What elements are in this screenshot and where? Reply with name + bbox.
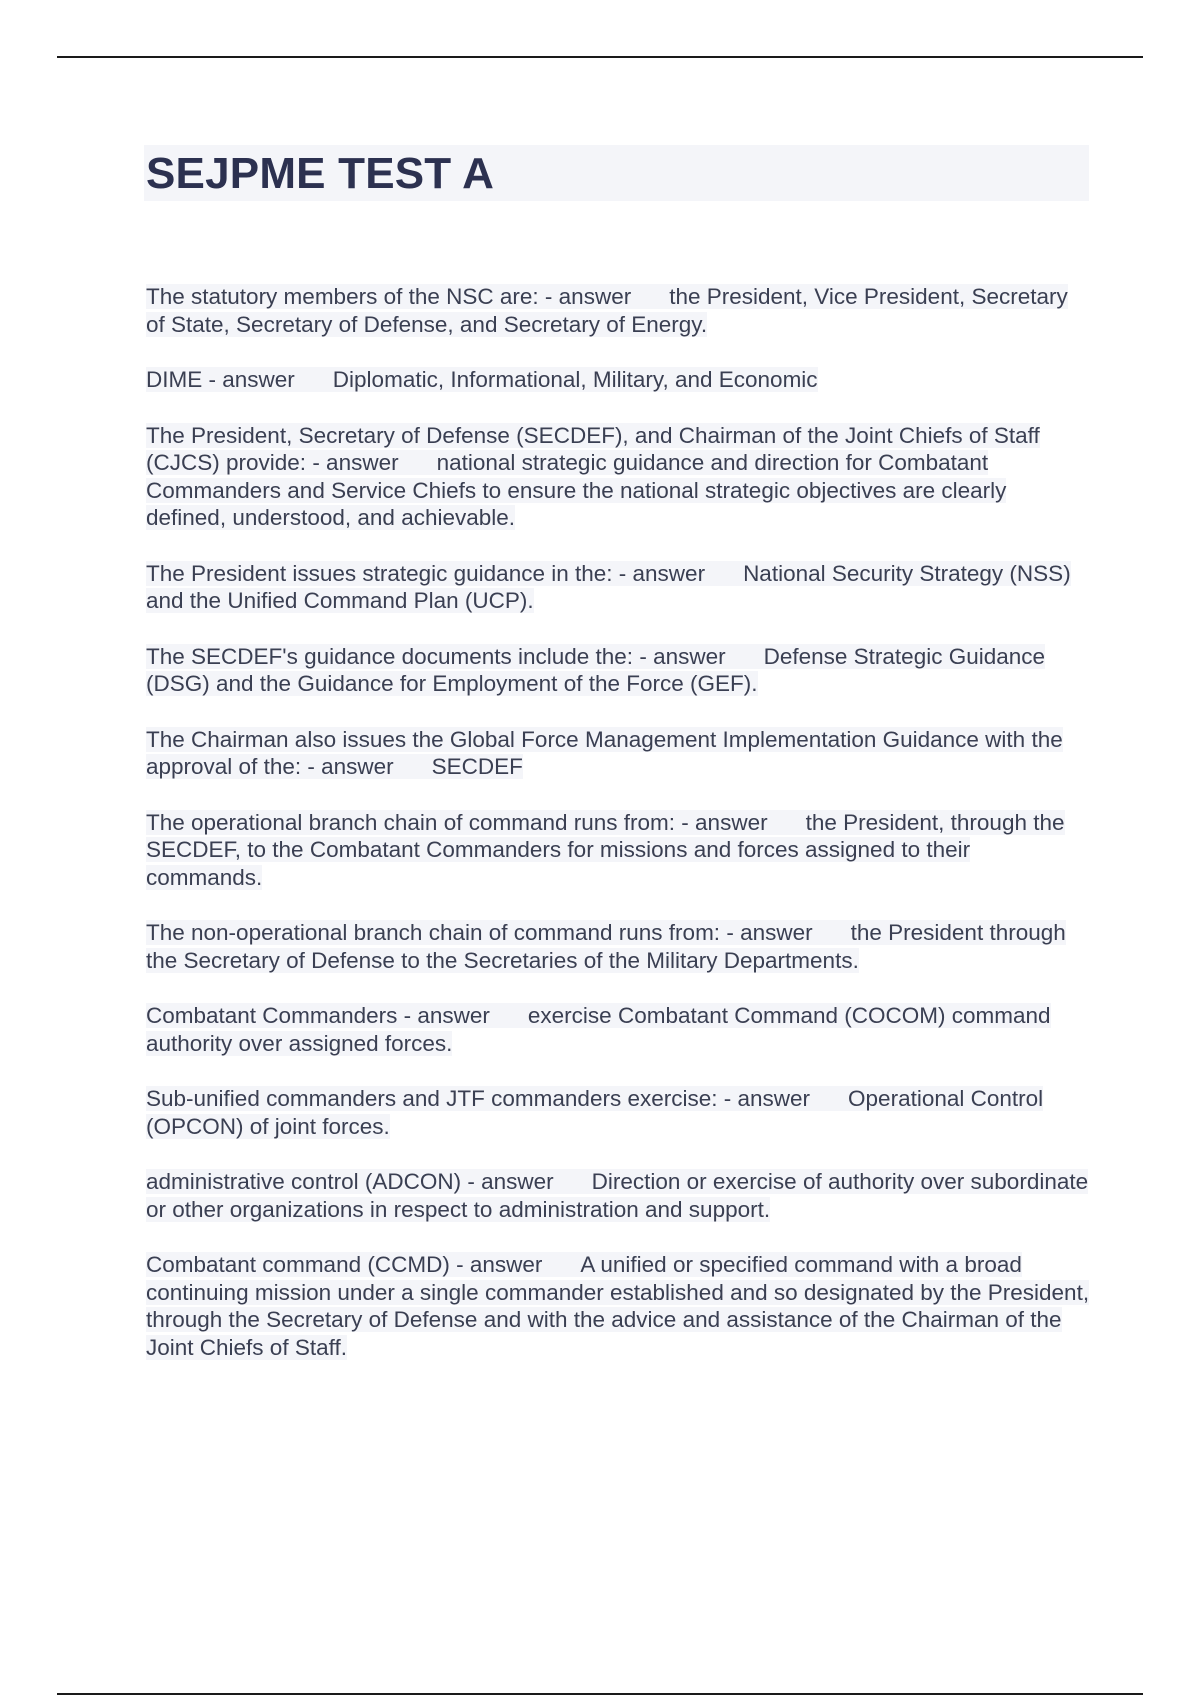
- question-text: Sub-unified commanders and JTF commanders exercise:: [146, 1086, 718, 1111]
- qa-item: [146, 283, 1091, 338]
- qa-item: [146, 1168, 1091, 1223]
- question-text: The operational branch chain of command runs from:: [146, 809, 676, 835]
- answer-text: Operational Control (OPCON) of joint forces.: [146, 1086, 1044, 1139]
- qa-item: [146, 560, 1091, 615]
- qa-text: [146, 1169, 1088, 1222]
- answer-separator: - answer: [456, 1252, 543, 1277]
- answer-separator: - answer: [208, 367, 295, 392]
- question-text: The President issues strategic guidance in the:: [146, 560, 613, 586]
- question-text: Combatant Commanders: [146, 1003, 398, 1028]
- answer-separator: - answer: [467, 1169, 554, 1194]
- question-text: The statutory members of the NSC are:: [146, 284, 539, 309]
- answer-text: Diplomatic, Informational, Military, and Economic: [332, 367, 818, 392]
- qa-item: [146, 726, 1091, 781]
- answer-separator: - answer: [723, 1086, 811, 1111]
- question-text: DIME: [146, 367, 203, 392]
- answer-separator: - answer: [639, 643, 726, 669]
- page-title: SEJPME TEST A: [146, 149, 495, 198]
- qa-item: [146, 1251, 1091, 1361]
- qa-item: [146, 1085, 1091, 1140]
- qa-item: [146, 919, 1091, 974]
- qa-item: [146, 422, 1091, 532]
- question-text: The President, Secretary of Defense (SECDEF), and Chairman of the Joint Chiefs of Staff (CJCS) provide:: [146, 422, 1040, 475]
- answer-separator: - answer: [312, 450, 399, 475]
- qa-text: [146, 727, 1063, 780]
- bottom-rule: [57, 1693, 1143, 1695]
- question-text: The SECDEF's guidance documents include the:: [146, 643, 634, 669]
- qa-item: [146, 366, 1091, 394]
- qa-text: [146, 284, 1068, 337]
- answer-text: A unified or specified command with a broad continuing mission under a single commander established and so designated by the President, through the Secretary of Defense and with the advice and assistance of the Chairman of the Joint Chiefs of Staff.: [146, 1252, 1090, 1360]
- qa-text: [146, 644, 1045, 697]
- answer-separator: - answer: [681, 809, 768, 835]
- qa-text: [146, 1086, 1043, 1139]
- answer-text: exercise Combatant Command (COCOM) command authority over assigned forces.: [146, 1003, 1051, 1056]
- question-text: The non-operational branch chain of command runs from:: [146, 920, 721, 945]
- top-rule: [57, 56, 1143, 58]
- answer-text: SECDEF: [431, 754, 523, 779]
- answer-text: the President, Vice President, Secretary of State, Secretary of Defense, and Secretary of Energy.: [146, 284, 1068, 337]
- qa-text: [146, 561, 1071, 614]
- question-text: administrative control (ADCON): [146, 1169, 462, 1194]
- qa-item: [146, 643, 1091, 698]
- answer-separator: - answer: [726, 920, 813, 945]
- answer-separator: - answer: [544, 284, 632, 309]
- qa-text: [146, 1003, 1051, 1056]
- answer-text: Defense Strategic Guidance (DSG) and the Guidance for Employment of the Force (GEF).: [146, 643, 1046, 696]
- answer-text: National Security Strategy (NSS) and the Unified Command Plan (UCP).: [146, 560, 1071, 613]
- qa-text: [146, 920, 1066, 973]
- answer-text: the President, through the SECDEF, to the Combatant Commanders for missions and forces assigned to their commands.: [146, 809, 1065, 890]
- qa-text: [146, 810, 1065, 890]
- answer-separator: - answer: [307, 754, 394, 779]
- qa-text: [146, 423, 1040, 531]
- qa-item: [146, 809, 1091, 892]
- answer-separator: - answer: [618, 560, 706, 586]
- answer-text: national strategic guidance and direction for Combatant Commanders and Service Chiefs to ensure the national strategic objectives are clearly defined, understood, and achievable.: [146, 450, 1007, 530]
- qa-list: [146, 283, 1091, 1389]
- qa-text: [146, 1252, 1089, 1360]
- answer-text: Direction or exercise of authority over subordinate or other organizations in respect to administration and support.: [146, 1169, 1089, 1222]
- answer-text: the President through the Secretary of Defense to the Secretaries of the Military Departments.: [146, 920, 1066, 973]
- question-text: The Chairman also issues the Global Force Management Implementation Guidance with the approval of the:: [146, 726, 1063, 779]
- question-text: Combatant command (CCMD): [146, 1252, 450, 1277]
- qa-item: [146, 1002, 1091, 1057]
- answer-separator: - answer: [403, 1003, 490, 1028]
- qa-text: [146, 367, 818, 392]
